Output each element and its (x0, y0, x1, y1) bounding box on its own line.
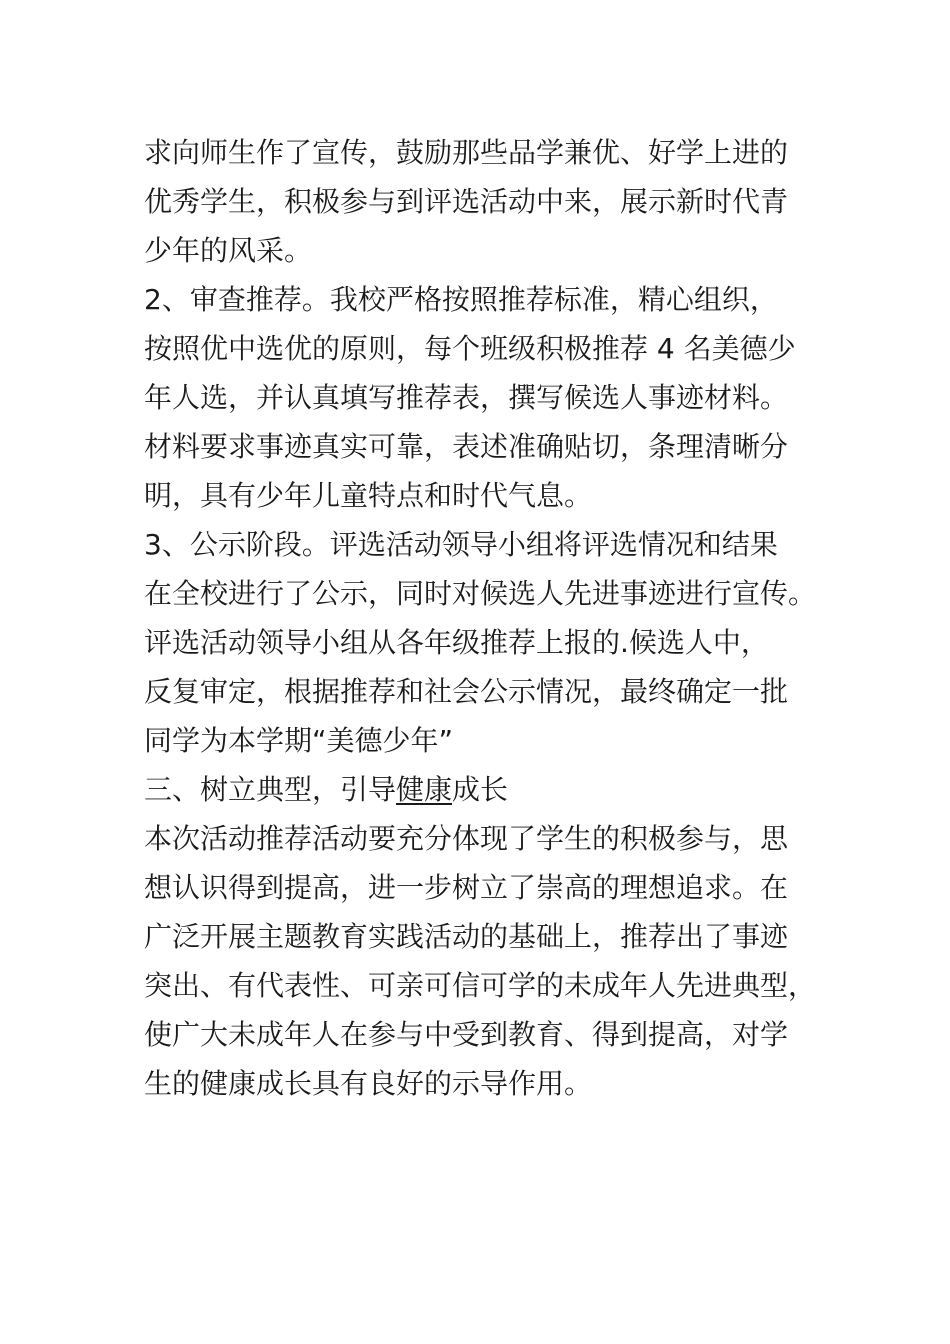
section-heading (144, 765, 844, 814)
text-line: 使广大未成年人在参与中受到教育、得到提高，对学 (144, 1018, 789, 1051)
document-body (144, 128, 844, 1108)
text-line: 想认识得到提高，进一步树立了崇高的理想追求。在 (144, 871, 789, 904)
text-line: 反复审定，根据推荐和社会公示情况，最终确定一批 (144, 675, 789, 708)
text-line: 在全校进行了公示，同时对候选人先进事迹进行宣传。 (144, 577, 817, 610)
text-line: 广泛开展主题教育实践活动的基础上，推荐出了事迹 (144, 920, 789, 953)
text-line: 优秀学生，积极参与到评选活动中来，展示新时代青 (144, 185, 789, 218)
section-heading-text: 成长 (452, 773, 509, 806)
text-line: 同学为本学期“美德少年” (144, 724, 454, 757)
text-line: 生的健康成长具有良好的示导作用。 (144, 1067, 593, 1100)
text-line: 年人选，并认真填写推荐表，撰写候选人事迹材料。 (144, 381, 789, 414)
text-line: 少年的风采。 (144, 234, 313, 267)
section-heading-text: 三、树立典型，引导 (144, 773, 397, 806)
text-line: 评选活动领导小组从各年级推荐上报的.候选人中， (144, 626, 769, 659)
text-line: 按照优中选优的原则，每个班级积极推荐 4 名美德少 (144, 332, 796, 365)
text-line: 3、公示阶段。评选活动领导小组将评选情况和结果 (144, 528, 778, 561)
text-line: 本次活动推荐活动要充分体现了学生的积极参与，思 (144, 822, 789, 855)
health-link[interactable]: 健康 (396, 773, 453, 806)
text-line: 明，具有少年儿童特点和时代气息。 (144, 479, 593, 512)
text-line: 材料要求事迹真实可靠，表述准确贴切，条理清晰分 (144, 430, 789, 463)
text-line: 2、审查推荐。我校严格按照推荐标准，精心组织， (144, 283, 778, 316)
text-line: 求向师生作了宣传，鼓励那些品学兼优、好学上进的 (144, 136, 789, 169)
text-line: 突出、有代表性、可亲可信可学的未成年人先进典型， (144, 969, 817, 1002)
